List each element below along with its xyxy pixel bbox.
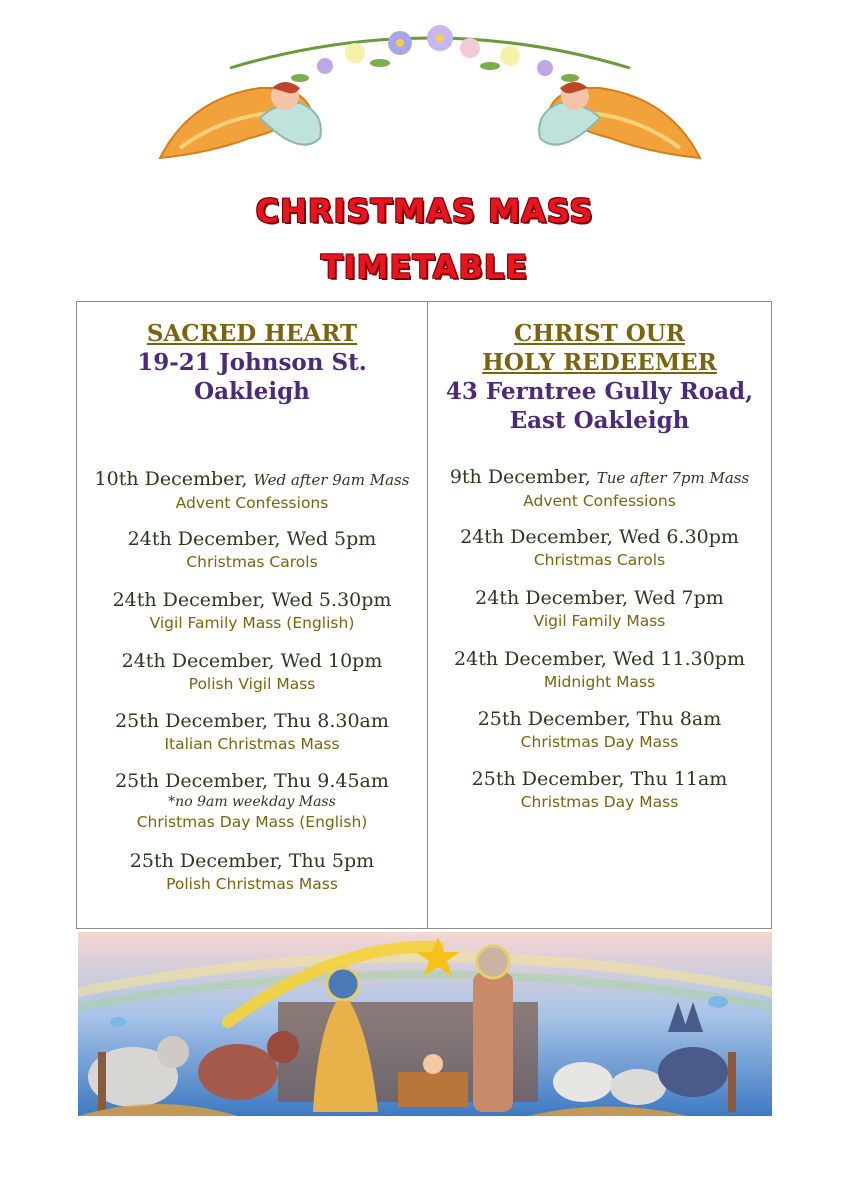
entry-service: Vigil Family Mass <box>533 612 666 630</box>
entry-service: Christmas Day Mass <box>520 733 679 751</box>
angel-left-illustration <box>160 82 321 158</box>
entry-service: Polish Vigil Mass <box>188 675 316 693</box>
entry-time: 10th December, Wed after 9am Mass <box>94 468 410 490</box>
entry-service: Italian Christmas Mass <box>164 735 340 753</box>
entry-time: 24th December, Wed 7pm <box>475 587 724 609</box>
list-item <box>77 467 427 514</box>
church-name: SACRED HEART <box>146 320 358 347</box>
entry-service: Vigil Family Mass (English) <box>149 614 355 632</box>
church-name-line2: HOLY REDEEMER <box>482 349 717 376</box>
entry-time: 25th December, Thu 5pm <box>129 850 375 872</box>
entry-time: 24th December, Wed 5pm <box>127 528 377 550</box>
list-item <box>77 769 427 833</box>
church-address-line2: East Oakleigh <box>509 407 690 434</box>
list-item <box>77 649 427 695</box>
entry-service: Christmas Day Mass (English) <box>136 813 368 831</box>
entry-service: Christmas Day Mass <box>520 793 679 811</box>
page-title-line1: CHRISTMAS MASS <box>255 192 594 230</box>
church-name-line1: CHRIST OUR <box>514 320 685 347</box>
list-item <box>428 465 771 512</box>
list-item <box>428 647 771 693</box>
list-item <box>428 525 771 571</box>
entry-note: Wed after 9am Mass <box>253 471 410 489</box>
entry-service: Polish Christmas Mass <box>166 875 338 893</box>
entry-note: *no 9am weekday Mass <box>168 794 336 810</box>
entry-service: Christmas Carols <box>533 551 666 569</box>
angel-right-illustration <box>539 82 700 158</box>
entry-note: Tue after 7pm Mass <box>596 469 750 487</box>
entry-service: Midnight Mass <box>543 673 656 691</box>
entry-time: 25th December, Thu 8.30am <box>115 710 389 732</box>
entry-time: 9th December, Tue after 7pm Mass <box>449 466 750 488</box>
church-address-line1: 19-21 Johnson St. <box>137 349 367 376</box>
flower-icon <box>291 25 579 82</box>
list-item <box>428 707 771 753</box>
entry-time: 24th December, Wed 6.30pm <box>460 526 739 548</box>
list-item <box>77 527 427 573</box>
nativity-scene-illustration <box>78 932 772 1116</box>
entry-service: Christmas Carols <box>186 553 318 571</box>
church-address-line1: 43 Ferntree Gully Road, <box>445 378 754 405</box>
timetable <box>76 301 772 929</box>
entry-time: 24th December, Wed 5.30pm <box>112 589 392 611</box>
entry-time: 25th December, Thu 11am <box>471 768 728 790</box>
angels-garland-illustration <box>150 18 710 178</box>
entry-time: 25th December, Thu 9.45am <box>115 770 389 792</box>
entry-service: Advent Confessions <box>523 492 676 510</box>
church-address-line2: Oakleigh <box>194 378 310 405</box>
entry-service: Advent Confessions <box>175 494 329 512</box>
entry-time: 25th December, Thu 8am <box>477 708 722 730</box>
entry-time: 24th December, Wed 10pm <box>121 650 383 672</box>
entry-time: 24th December, Wed 11.30pm <box>454 648 745 670</box>
page-title-line2: TIMETABLE <box>320 248 529 286</box>
list-item <box>77 588 427 634</box>
list-item <box>77 849 427 895</box>
list-item <box>77 709 427 755</box>
list-item <box>428 586 771 632</box>
list-item <box>428 767 771 813</box>
